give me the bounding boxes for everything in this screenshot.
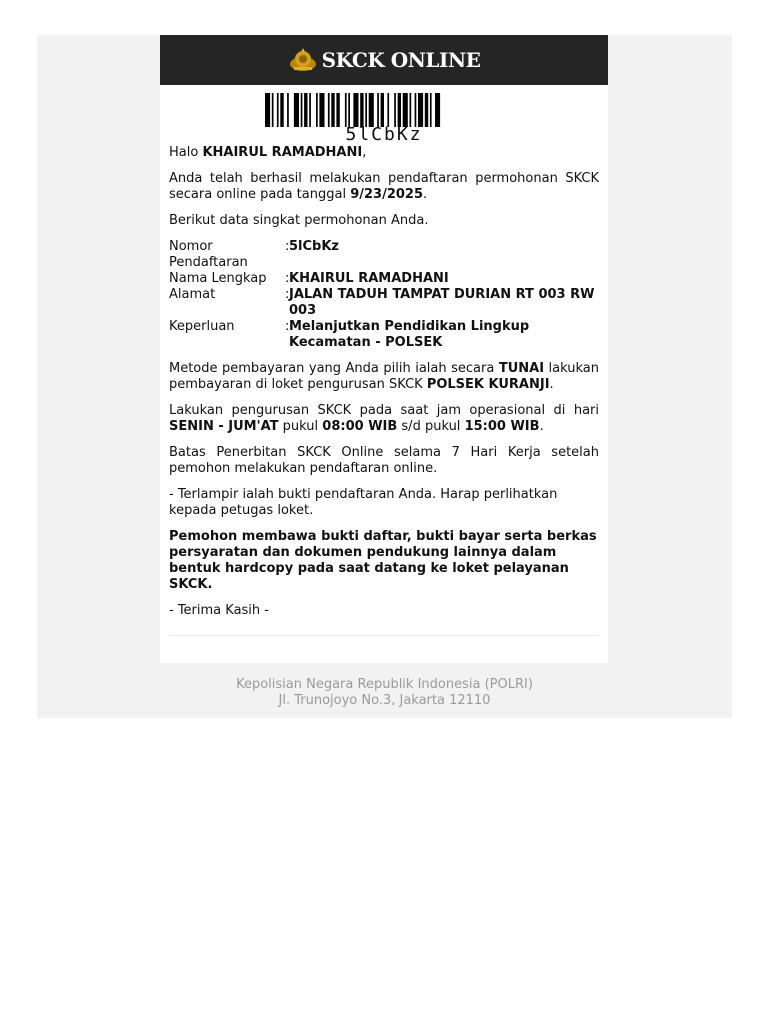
divider	[169, 635, 599, 636]
info-row-full-name: Nama Lengkap : KHAIRUL RAMADHANI	[169, 271, 449, 286]
schedule-paragraph: Lakukan pengurusan SKCK pada saat jam operasional di hari SENIN - JUM'AT pukul 08:00 WIB s/d pukul 15:00 WIB.	[169, 403, 599, 434]
brand-logo	[288, 47, 481, 73]
info-row-address: Alamat : JALAN TADUH TAMPAT DURIAN RT 003 RW 003	[169, 287, 595, 318]
intro-paragraph: Anda telah berhasil melakukan pendaftaran permohonan SKCK secara online pada tanggal 9/23/2025.	[169, 171, 599, 202]
registration-info-table	[169, 239, 599, 351]
recipient-name: KHAIRUL RAMADHANI	[202, 145, 363, 160]
attachment-note: - Terlampir ialah bukti pendaftaran Anda. Harap perlihatkan kepada petugas loket.	[169, 487, 558, 518]
police-emblem-icon	[288, 47, 318, 73]
info-row-purpose: Keperluan : Melanjutkan Pendidikan Lingkup Kecamatan - POLSEK	[169, 319, 530, 350]
header-bar	[160, 35, 608, 85]
payment-paragraph: Metode pembayaran yang Anda pilih ialah secara TUNAI lakukan pembayaran di loket pengurusan SKCK POLSEK KURANJI.	[169, 361, 599, 392]
deadline-paragraph: Batas Penerbitan SKCK Online selama 7 Hari Kerja setelah pemohon melakukan pendaftaran online.	[169, 445, 599, 476]
email-card	[160, 35, 608, 663]
footer-address: Jl. Trunojoyo No.3, Jakarta 12110	[278, 693, 491, 708]
closing-time: 15:00 WIB	[464, 419, 540, 434]
greeting: Halo KHAIRUL RAMADHANI,	[169, 145, 367, 160]
barcode-image	[265, 93, 503, 127]
email-body	[160, 145, 608, 636]
barcode-block	[160, 85, 608, 145]
payment-method: TUNAI	[498, 361, 545, 376]
brand-name: SKCK ONLINE	[321, 48, 481, 72]
registration-date: 9/23/2025	[350, 187, 424, 202]
email-background	[37, 35, 732, 718]
footer-organization: Kepolisian Negara Republik Indonesia (POLRI)	[236, 677, 533, 692]
barcode-code: 5lCbKz	[345, 124, 423, 145]
summary-intro: Berikut data singkat permohonan Anda.	[169, 213, 429, 228]
service-office: POLSEK KURANJI	[426, 377, 550, 392]
opening-time: 08:00 WIB	[322, 419, 398, 434]
closing-text: - Terima Kasih -	[169, 603, 269, 618]
requirement-note: Pemohon membawa bukti daftar, bukti bayar serta berkas persyaratan dan dokumen pendukung lainnya dalam bentuk hardcopy pada saat datang ke loket pelayanan SKCK.	[169, 529, 597, 592]
info-row-registration-number: Nomor Pendaftaran : 5lCbKz	[169, 239, 339, 270]
footer	[37, 677, 732, 709]
operating-days: SENIN - JUM'AT	[169, 419, 279, 434]
